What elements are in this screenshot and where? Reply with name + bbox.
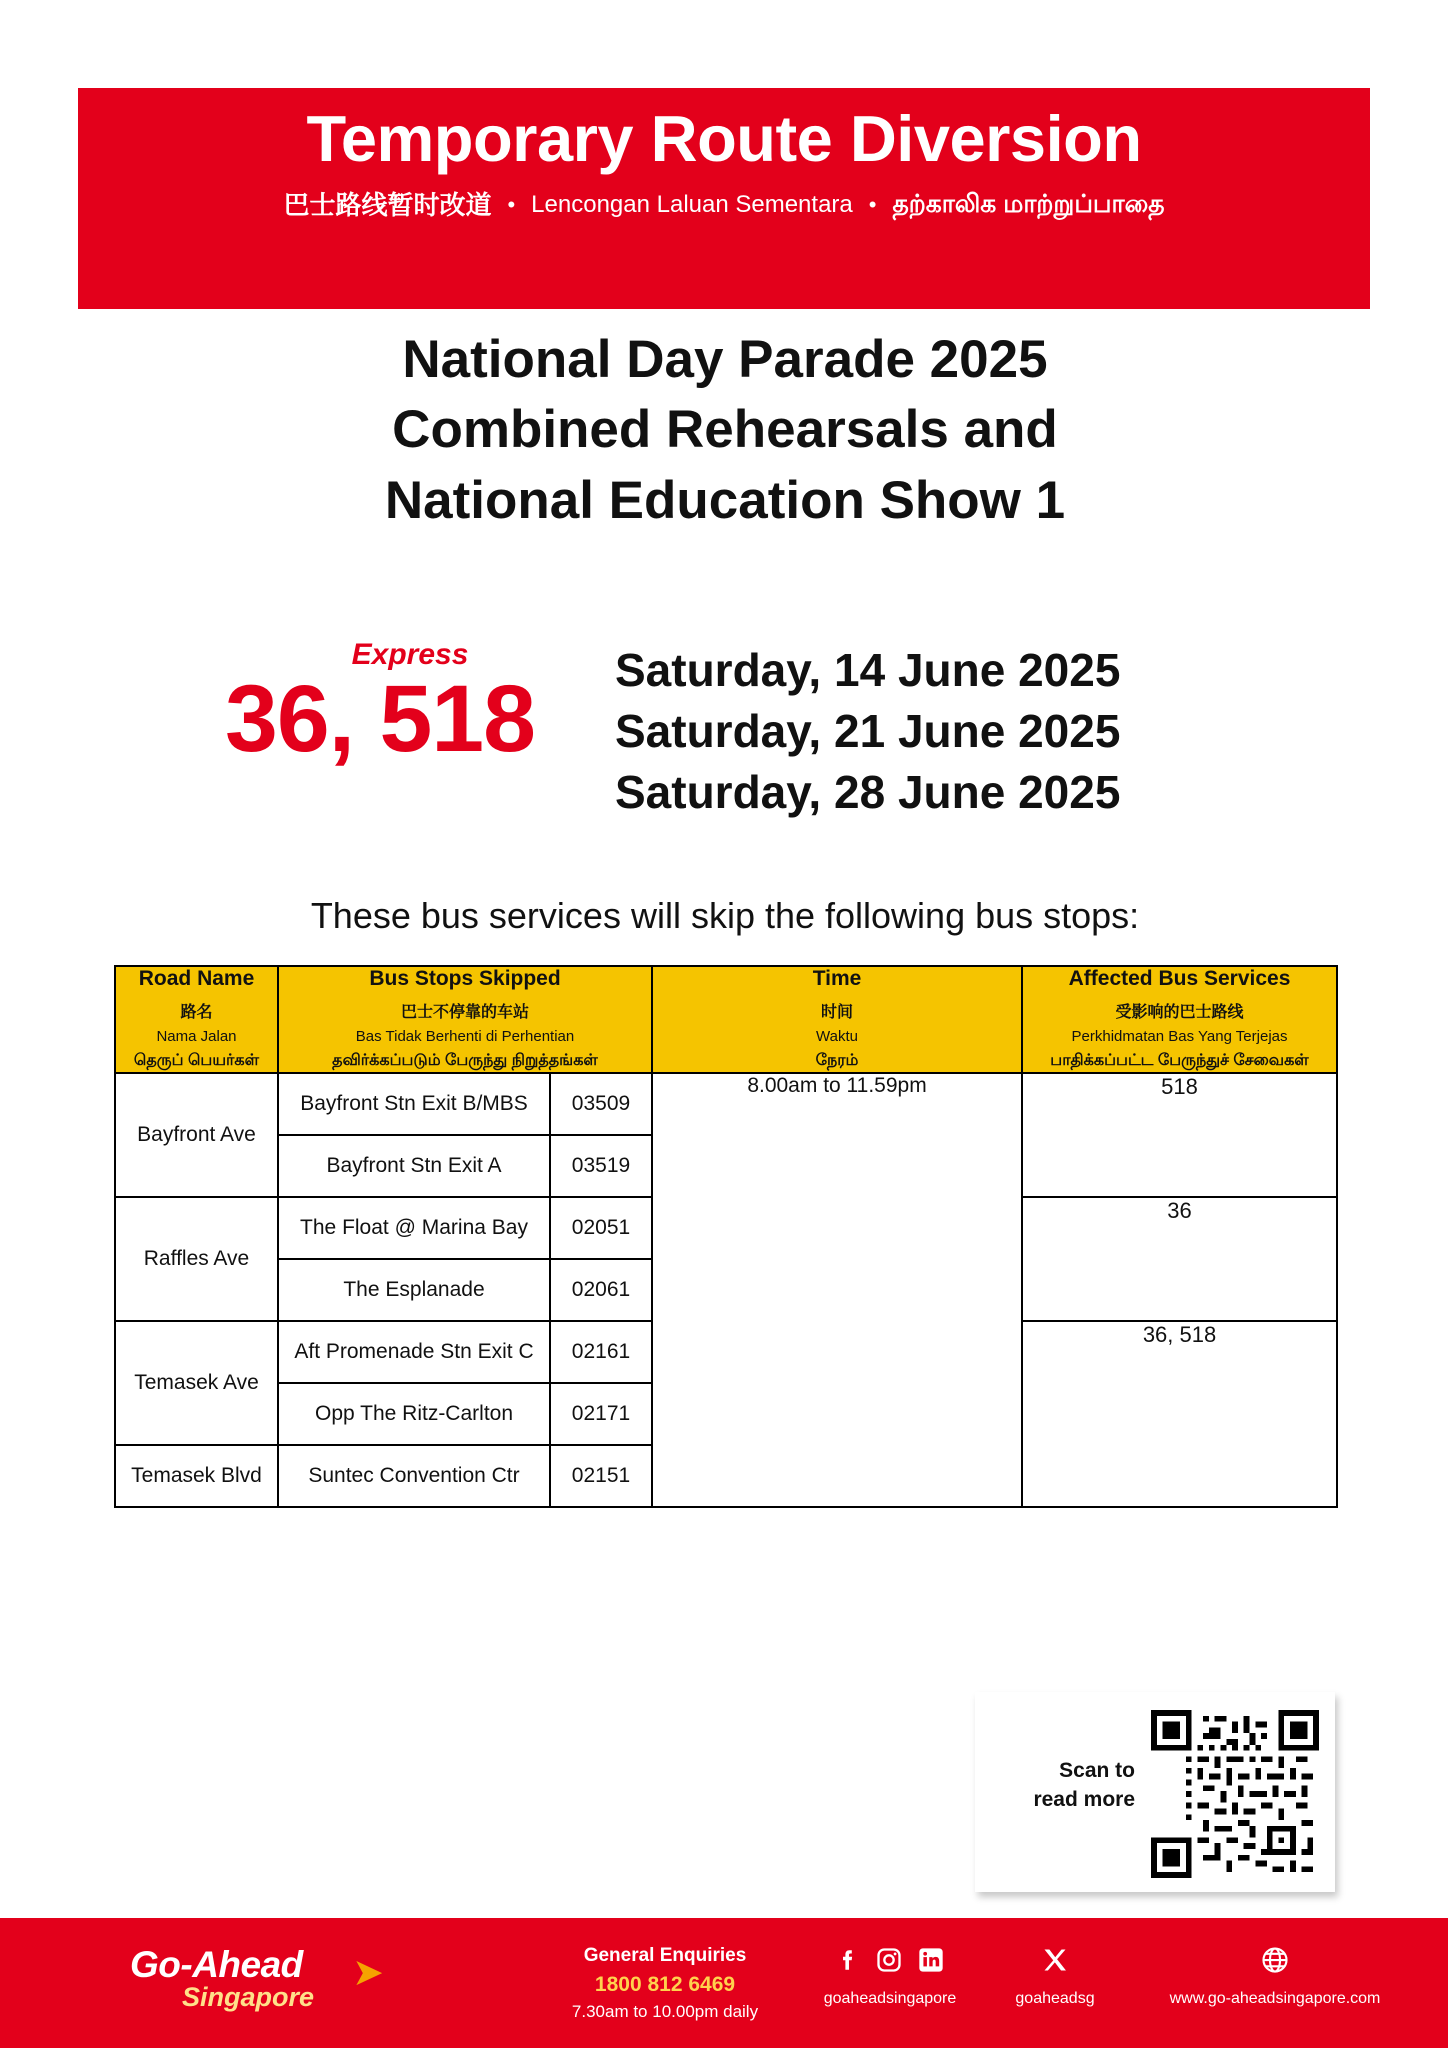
cell-stop-code: 02171 bbox=[550, 1383, 652, 1445]
lion-icon: ➤ bbox=[352, 1952, 384, 1994]
banner-subtitle-malay: Lencongan Laluan Sementara bbox=[531, 190, 853, 218]
diversion-dates bbox=[615, 640, 1335, 824]
website-block bbox=[1125, 1940, 1425, 2008]
column-road-name-ms: Nama Jalan bbox=[156, 1028, 237, 1045]
header-banner bbox=[78, 88, 1370, 309]
enquiries-phone-number[interactable]: 1800 812 6469 bbox=[594, 1972, 736, 1996]
column-bus-stops-skipped bbox=[278, 966, 652, 1073]
cell-affected-service: 36, 518 bbox=[1022, 1321, 1337, 1507]
banner-separator-dot-1: • bbox=[507, 192, 516, 218]
cell-stop-name: Bayfront Stn Exit A bbox=[278, 1135, 550, 1197]
cell-affected-service: 36 bbox=[1022, 1197, 1337, 1321]
service-numbers: 36, 518 bbox=[225, 666, 535, 772]
cell-stop-code: 03519 bbox=[550, 1135, 652, 1197]
cell-stop-name: The Float @ Marina Bay bbox=[278, 1197, 550, 1259]
column-bus-stops-skipped-en: Bus Stops Skipped bbox=[369, 967, 561, 990]
cell-stop-name: Suntec Convention Ctr bbox=[278, 1445, 550, 1507]
table-header bbox=[115, 966, 1337, 1073]
cell-stop-code: 03509 bbox=[550, 1073, 652, 1135]
cell-stop-code: 02161 bbox=[550, 1321, 652, 1383]
cell-stop-name: Aft Promenade Stn Exit C bbox=[278, 1321, 550, 1383]
social-handles-block-2 bbox=[985, 1940, 1125, 2008]
linkedin-icon[interactable] bbox=[917, 1946, 945, 1979]
cell-affected-service: 518 bbox=[1022, 1073, 1337, 1197]
go-ahead-logo bbox=[130, 1944, 384, 2020]
bus-stops-table bbox=[114, 965, 1338, 1508]
website-url[interactable]: www.go-aheadsingapore.com bbox=[1169, 1990, 1381, 2007]
scan-instruction bbox=[995, 1756, 1135, 1815]
column-road-name-ta: தெருப் பெயர்கள் bbox=[133, 1052, 260, 1069]
express-label: Express bbox=[351, 638, 469, 671]
event-title-line-1: National Day Parade 2025 bbox=[402, 330, 1048, 389]
banner-subtitle-row bbox=[78, 191, 1370, 220]
general-enquiries-block bbox=[560, 1942, 770, 2025]
scan-qr-card bbox=[975, 1692, 1335, 1892]
x-twitter-icon[interactable] bbox=[1041, 1946, 1069, 1979]
banner-title: Temporary Route Diversion bbox=[306, 102, 1142, 175]
column-time-ta: நேரம் bbox=[815, 1052, 859, 1069]
column-affected-services-zh: 受影响的巴士路线 bbox=[1115, 1004, 1244, 1021]
social-icon-row-2 bbox=[985, 1940, 1125, 1984]
cell-stop-code: 02151 bbox=[550, 1445, 652, 1507]
cell-time: 8.00am to 11.59pm bbox=[652, 1073, 1022, 1507]
column-road-name-zh: 路名 bbox=[180, 1004, 213, 1021]
table-header-row bbox=[115, 966, 1337, 1073]
logo-main-text: Go-Ahead bbox=[130, 1944, 303, 1985]
cell-road-name: Temasek Blvd bbox=[115, 1445, 278, 1507]
cell-road-name: Temasek Ave bbox=[115, 1321, 278, 1445]
banner-subtitle-tamil: தற்காலிக மாற்றுப்பாதை bbox=[892, 190, 1165, 219]
column-road-name bbox=[115, 966, 278, 1073]
event-title bbox=[140, 325, 1310, 536]
column-bus-stops-skipped-ms: Bas Tidak Berhenti di Perhentian bbox=[355, 1028, 575, 1045]
column-affected-services-ta: பாதிக்கப்பட்ட பேருந்துச் சேவைகள் bbox=[1050, 1052, 1309, 1069]
social-handle-1: goaheadsingapore bbox=[823, 1990, 957, 2007]
cell-stop-name: Opp The Ritz-Carlton bbox=[278, 1383, 550, 1445]
affected-services-block bbox=[150, 640, 610, 770]
event-title-line-3: National Education Show 1 bbox=[384, 470, 1066, 530]
social-handle-2: goaheadsg bbox=[1015, 1990, 1095, 2007]
social-handles-block-1 bbox=[800, 1940, 980, 2008]
scan-instruction-line-2: read more bbox=[1033, 1788, 1135, 1812]
cell-road-name: Raffles Ave bbox=[115, 1197, 278, 1321]
cell-stop-name: Bayfront Stn Exit B/MBS bbox=[278, 1073, 550, 1135]
instagram-icon[interactable] bbox=[875, 1946, 903, 1979]
event-title-line-2: Combined Rehearsals and bbox=[392, 400, 1058, 460]
logo-sub-text: Singapore bbox=[182, 1982, 315, 2012]
footer-bar bbox=[0, 1918, 1448, 2048]
social-icon-row bbox=[800, 1940, 980, 1984]
banner-separator-dot-2: • bbox=[868, 192, 877, 218]
column-bus-stops-skipped-zh: 巴士不停靠的车站 bbox=[401, 1004, 530, 1021]
diversion-date-2: Saturday, 21 June 2025 bbox=[615, 705, 1121, 758]
cell-road-name: Bayfront Ave bbox=[115, 1073, 278, 1197]
table-row bbox=[115, 1073, 1337, 1135]
column-road-name-en: Road Name bbox=[138, 967, 255, 990]
column-bus-stops-skipped-ta: தவிர்க்கப்படும் பேருந்து நிறுத்தங்கள் bbox=[332, 1052, 598, 1069]
column-time-zh: 时间 bbox=[821, 1004, 854, 1021]
column-time-en: Time bbox=[812, 967, 862, 990]
diversion-date-1: Saturday, 14 June 2025 bbox=[615, 644, 1121, 696]
facebook-icon[interactable] bbox=[835, 1945, 861, 1980]
column-affected-services-en: Affected Bus Services bbox=[1068, 967, 1291, 990]
globe-icon[interactable] bbox=[1260, 1945, 1290, 1980]
column-affected-services-ms: Perkhidmatan Bas Yang Terjejas bbox=[1071, 1028, 1288, 1045]
enquiries-hours: 7.30am to 10.00pm daily bbox=[571, 2001, 759, 2021]
cell-stop-name: The Esplanade bbox=[278, 1259, 550, 1321]
bus-stops-table-wrapper bbox=[114, 965, 1336, 1508]
enquiries-title: General Enquiries bbox=[583, 1945, 747, 1966]
diversion-date-3: Saturday, 28 June 2025 bbox=[615, 766, 1121, 819]
leadin-text: These bus services will skip the following bus stops: bbox=[310, 895, 1140, 936]
cell-stop-code: 02061 bbox=[550, 1259, 652, 1321]
column-time-ms: Waktu bbox=[816, 1028, 858, 1045]
table-body bbox=[115, 1073, 1337, 1507]
website-icon-row bbox=[1125, 1940, 1425, 1984]
scan-instruction-line-1: Scan to bbox=[1059, 1759, 1135, 1782]
column-affected-services bbox=[1022, 966, 1337, 1073]
column-time bbox=[652, 966, 1022, 1073]
banner-subtitle-chinese: 巴士路线暂时改道 bbox=[283, 189, 492, 220]
cell-stop-code: 02051 bbox=[550, 1197, 652, 1259]
qr-code-icon[interactable] bbox=[1151, 1710, 1319, 1878]
